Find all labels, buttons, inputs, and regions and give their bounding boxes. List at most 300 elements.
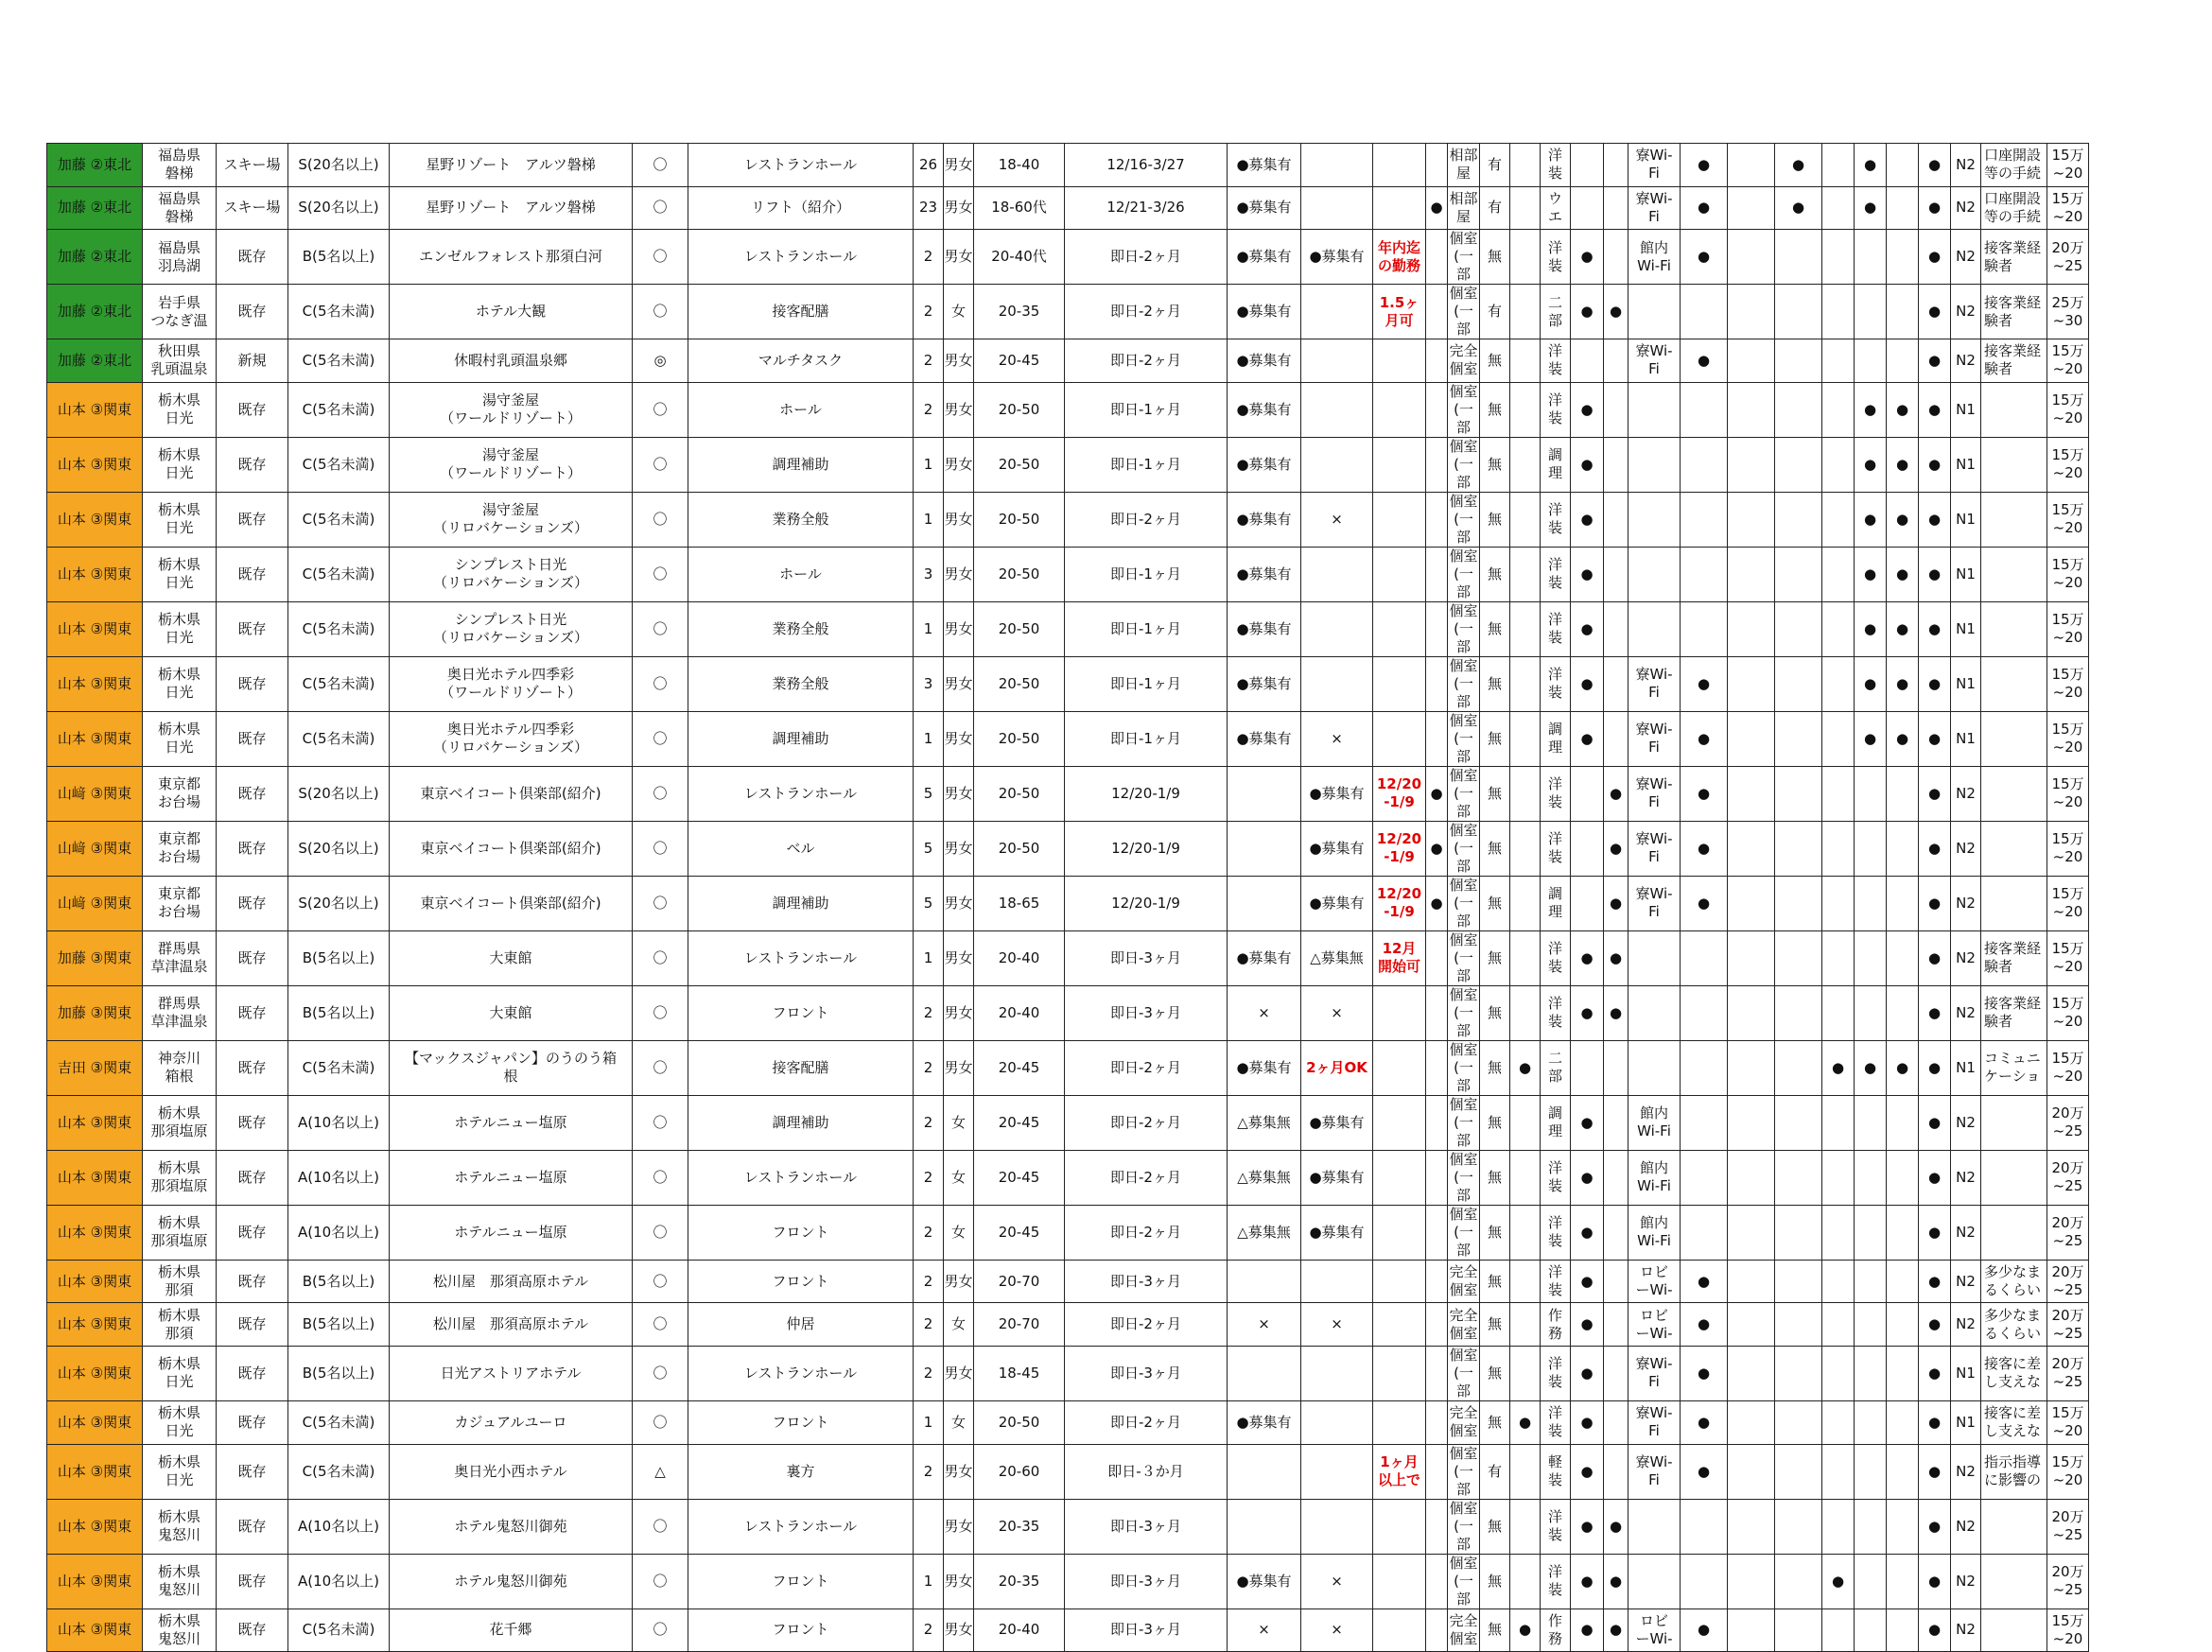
table-cell: 寮Wi- Fi [1629,876,1681,930]
table-cell: 15万 ~20 [2047,1444,2089,1499]
table-cell: 即日-1ヶ月 [1065,711,1228,766]
table-cell [1604,492,1629,547]
table-cell: ● [1681,766,1728,821]
table-cell: 男女 [944,876,974,930]
table-cell: 大東館 [390,985,633,1040]
table-cell: ● [1426,766,1448,821]
table-cell: ● [1681,656,1728,711]
table-row [47,876,2089,930]
table-cell: 栃木県 日光 [143,382,217,437]
table-cell: 山﨑 ③関東 [47,821,143,876]
table-cell [1822,186,1855,230]
table-cell: 東京ベイコート倶楽部(紹介) [390,821,633,876]
table-cell [1426,492,1448,547]
table-cell [1775,1150,1822,1205]
table-cell: 15万 ~20 [2047,492,2089,547]
table-cell: 女 [944,1095,974,1150]
table-cell: ● [1855,547,1887,601]
table-cell: 東京都 お台場 [143,821,217,876]
table-cell: ● [1919,437,1951,492]
table-cell: シンプレスト日光 （リロバケーションズ） [390,547,633,601]
table-cell: ●募集有 [1228,601,1301,656]
table-cell: 既存 [217,1260,288,1303]
table-cell [1728,656,1775,711]
table-row [47,339,2089,383]
table-cell: ホテル鬼怒川御苑 [390,1499,633,1554]
table-cell: 男女 [944,711,974,766]
table-cell: 山本 ③関東 [47,437,143,492]
table-cell: 20-50 [974,492,1065,547]
table-cell: ● [1822,1554,1855,1609]
table-cell: N2 [1951,766,1981,821]
table-cell [1426,1609,1448,1652]
table-cell: 無 [1480,437,1510,492]
table-cell: 個室 (一部 [1449,1150,1478,1204]
table-cell: 山﨑 ③関東 [47,876,143,930]
table-cell: 群馬県 草津温泉 [143,985,217,1040]
table-cell: ● [1571,1260,1604,1303]
table-cell [1775,711,1822,766]
table-cell [1981,1554,2047,1609]
table-cell [1373,1400,1426,1444]
table-cell: 洋 装 [1541,547,1571,601]
table-cell [1775,1609,1822,1652]
table-cell: 洋 装 [1541,766,1571,821]
table-cell: 山本 ③関東 [47,711,143,766]
table-cell: 栃木県 鬼怒川 [143,1609,217,1652]
table-cell: 個室 (一部 [1449,1554,1478,1608]
table-cell: ロビ ーWi- [1629,1260,1681,1303]
table-row [47,1205,2089,1260]
table-cell [1855,230,1887,285]
table-cell: 女 [944,285,974,339]
table-cell: ● [1855,492,1887,547]
table-cell [1855,1260,1887,1303]
table-cell: ● [1571,1303,1604,1347]
table-cell [1681,437,1728,492]
table-cell [1775,766,1822,821]
table-cell: ● [1571,1150,1604,1205]
table-cell: C(5名未満) [288,1400,390,1444]
table-cell: ● [1919,144,1951,187]
table-cell: ホテルニュー塩原 [390,1150,633,1205]
table-cell [1887,1346,1919,1400]
table-cell: 洋 装 [1541,985,1571,1040]
table-cell [1775,1499,1822,1554]
table-cell [1855,1554,1887,1609]
table-row [47,930,2089,985]
table-cell: 即日-3ヶ月 [1065,1499,1228,1554]
table-cell: 既存 [217,1499,288,1554]
table-cell [1728,876,1775,930]
table-cell: × [1301,492,1373,547]
table-cell: ● [1855,601,1887,656]
table-cell [1887,766,1919,821]
table-cell: △募集無 [1228,1095,1301,1150]
table-cell [1981,821,2047,876]
table-cell [1426,144,1448,187]
table-cell [1775,547,1822,601]
table-cell: 調 理 [1541,1095,1571,1150]
table-cell [1301,1400,1373,1444]
table-cell: 1 [914,1400,944,1444]
table-cell: 個室 (一部 [1449,601,1478,655]
table-cell: 15万 ~20 [2047,766,2089,821]
table-cell: フロント [688,1400,914,1444]
table-cell: A(10名以上) [288,1150,390,1205]
table-cell: 栃木県 那須 [143,1260,217,1303]
table-cell [1981,711,2047,766]
table-cell: 仲居 [688,1303,914,1347]
table-row [47,1260,2089,1303]
table-cell: 個室 (一部 [1449,547,1478,600]
table-cell [1681,492,1728,547]
table-cell: 寮Wi- Fi [1629,766,1681,821]
table-cell: 洋 装 [1541,382,1571,437]
table-cell: ● [1681,186,1728,230]
table-cell: 接客に差 し支えな [1981,1346,2047,1400]
table-cell [1855,766,1887,821]
table-cell: ホテル大観 [390,285,633,339]
table-cell: 山本 ③関東 [47,1260,143,1303]
table-cell [1510,930,1541,985]
table-cell [1775,230,1822,285]
table-cell: ●募集有 [1228,1400,1301,1444]
table-cell: ● [1681,711,1728,766]
table-cell: 20-35 [974,1554,1065,1609]
table-cell: 館内 Wi-Fi [1629,1205,1681,1260]
table-cell: S(20名以上) [288,876,390,930]
table-cell: 15万 ~20 [2047,985,2089,1040]
table-cell [1426,711,1448,766]
table-cell: 20-70 [974,1260,1065,1303]
table-cell: 既存 [217,601,288,656]
table-cell: ● [1571,1444,1604,1499]
table-cell: 東京都 お台場 [143,766,217,821]
table-cell [1775,1095,1822,1150]
table-cell [1604,230,1629,285]
table-cell: ● [1604,985,1629,1040]
table-cell [1728,1554,1775,1609]
table-cell: N1 [1951,437,1981,492]
table-cell: 栃木県 日光 [143,492,217,547]
table-cell: 山本 ③関東 [47,382,143,437]
table-cell [1887,230,1919,285]
table-cell: × [1228,1609,1301,1652]
table-cell: 裏方 [688,1444,914,1499]
table-cell: 〇 [633,656,688,711]
table-cell: ● [1919,1260,1951,1303]
table-cell: N1 [1951,1400,1981,1444]
table-cell [1373,339,1426,383]
table-cell: 〇 [633,1095,688,1150]
table-cell: 20-40 [974,985,1065,1040]
table-cell [1728,339,1775,383]
table-cell [1728,382,1775,437]
table-cell: 福島県 磐梯 [143,186,217,230]
table-cell [1629,1040,1681,1095]
table-cell [1510,492,1541,547]
table-cell: フロント [688,1554,914,1609]
table-cell: 男女 [944,821,974,876]
table-cell: ● [1887,382,1919,437]
table-cell: ● [1919,186,1951,230]
table-cell: 既存 [217,1609,288,1652]
table-cell: 既存 [217,1095,288,1150]
table-cell: 栃木県 日光 [143,437,217,492]
table-cell: 〇 [633,382,688,437]
table-cell: 無 [1480,1554,1510,1609]
table-cell [1426,1400,1448,1444]
table-cell [1681,285,1728,339]
table-cell [1604,711,1629,766]
table-cell [1426,1040,1448,1095]
table-cell [1887,821,1919,876]
table-cell [1981,1095,2047,1150]
table-cell: N2 [1951,876,1981,930]
table-cell [1571,1040,1604,1095]
table-cell [1426,285,1448,339]
table-cell: ● [1681,821,1728,876]
table-cell: 20-50 [974,821,1065,876]
table-cell: 既存 [217,230,288,285]
table-cell: 栃木県 鬼怒川 [143,1499,217,1554]
table-cell: A(10名以上) [288,1499,390,1554]
table-cell: 東京ベイコート倶楽部(紹介) [390,766,633,821]
table-cell: N2 [1951,1150,1981,1205]
table-cell: 〇 [633,144,688,187]
table-cell [1775,1303,1822,1347]
table-cell [1728,1040,1775,1095]
table-cell: 20-45 [974,1040,1065,1095]
table-cell: ● [1681,1609,1728,1652]
table-cell: 23 [914,186,944,230]
table-cell [1681,1499,1728,1554]
table-cell: 男女 [944,1260,974,1303]
table-cell: 20万 ~25 [2047,1554,2089,1609]
table-cell [1981,1205,2047,1260]
table-cell: フロント [688,1205,914,1260]
table-cell [1510,1303,1541,1347]
table-cell: 即日-1ヶ月 [1065,437,1228,492]
table-cell: 15万 ~20 [2047,601,2089,656]
table-cell: 栃木県 那須塩原 [143,1150,217,1205]
table-cell [1981,1150,2047,1205]
table-cell: 新規 [217,339,288,383]
table-cell: 寮Wi- Fi [1629,821,1681,876]
table-cell: 無 [1480,1095,1510,1150]
table-cell: ● [1571,285,1604,339]
table-cell [1426,1346,1448,1400]
table-cell: 〇 [633,1346,688,1400]
table-cell: 20-45 [974,1095,1065,1150]
table-cell: ●募集有 [1228,437,1301,492]
table-cell: 2 [914,1040,944,1095]
table-cell [1855,1609,1887,1652]
table-cell [1887,285,1919,339]
table-cell: 男女 [944,601,974,656]
table-cell: ウ エ [1541,186,1571,230]
table-cell: ● [1919,1205,1951,1260]
table-cell [1728,1499,1775,1554]
table-cell: 18-45 [974,1346,1065,1400]
table-cell: 洋 装 [1541,930,1571,985]
table-cell: 20-40 [974,1609,1065,1652]
table-cell: 男女 [944,339,974,383]
table-cell: C(5名未満) [288,547,390,601]
table-cell [1373,985,1426,1040]
table-cell: N2 [1951,186,1981,230]
table-cell: 20-50 [974,656,1065,711]
table-cell: 3 [914,547,944,601]
table-cell: 既存 [217,711,288,766]
table-cell: 大東館 [390,930,633,985]
table-cell: 〇 [633,437,688,492]
table-cell: 男女 [944,930,974,985]
table-cell: ◎ [633,339,688,383]
table-cell: C(5名未満) [288,1444,390,1499]
table-cell [1775,601,1822,656]
table-cell [1728,766,1775,821]
table-row [47,144,2089,187]
table-cell [1629,382,1681,437]
table-cell: 20万 ~25 [2047,1303,2089,1347]
table-cell: ● [1571,1346,1604,1400]
table-cell [1629,437,1681,492]
table-cell: 口座開設 等の手続 [1981,144,2047,187]
table-cell: S(20名以上) [288,186,390,230]
table-cell: 個室 (一部 [1449,766,1478,820]
table-cell: 20-40代 [974,230,1065,285]
table-cell: フロント [688,1609,914,1652]
table-cell [1373,711,1426,766]
table-cell: 福島県 磐梯 [143,144,217,187]
table-cell: 1.5ヶ 月可 [1373,285,1426,339]
table-cell [1426,382,1448,437]
table-cell: 洋 装 [1541,1400,1571,1444]
table-cell [1510,601,1541,656]
table-cell: 加藤 ②東北 [47,339,143,383]
table-cell: 20-50 [974,601,1065,656]
table-cell: ● [1919,821,1951,876]
table-cell: ● [1571,930,1604,985]
table-cell: 女 [944,1150,974,1205]
table-cell [1775,382,1822,437]
table-cell [1822,382,1855,437]
table-cell: 山本 ③関東 [47,492,143,547]
table-cell: ● [1919,230,1951,285]
table-cell [1887,1554,1919,1609]
table-cell [1426,1444,1448,1499]
table-cell: マルチタスク [688,339,914,383]
table-cell: B(5名以上) [288,985,390,1040]
table-cell [1822,766,1855,821]
table-cell: 寮Wi- Fi [1629,711,1681,766]
table-cell [1822,930,1855,985]
table-cell [1887,144,1919,187]
table-cell [1728,1095,1775,1150]
table-cell: ● [1855,711,1887,766]
table-row [47,1554,2089,1609]
table-cell: 山本 ③関東 [47,547,143,601]
table-cell: 無 [1480,1040,1510,1095]
table-cell: 完全 個室 [1448,1260,1480,1303]
table-cell: 既存 [217,876,288,930]
table-cell: S(20名以上) [288,821,390,876]
table-cell: 即日-3ヶ月 [1065,1609,1228,1652]
table-cell [1822,1400,1855,1444]
table-row [47,1040,2089,1095]
table-cell: レストランホール [688,230,914,285]
table-cell: ● [1426,876,1448,930]
table-cell: S(20名以上) [288,766,390,821]
table-cell: ● [1887,1040,1919,1095]
table-cell: 1 [914,711,944,766]
table-cell: 即日-1ヶ月 [1065,382,1228,437]
table-cell [1301,1444,1373,1499]
table-cell [1855,1095,1887,1150]
table-cell: 既存 [217,1400,288,1444]
table-cell [1775,1554,1822,1609]
table-cell: 〇 [633,711,688,766]
table-cell [1822,1260,1855,1303]
table-cell [1887,1303,1919,1347]
table-cell [1822,601,1855,656]
table-cell: 個室 (一部 [1449,876,1478,930]
table-cell: 個室 (一部 [1449,1499,1478,1553]
table-cell: ● [1604,930,1629,985]
table-cell: △募集無 [1228,1150,1301,1205]
table-cell [1426,1205,1448,1260]
table-cell: レストランホール [688,144,914,187]
table-cell: 18-65 [974,876,1065,930]
table-cell: 5 [914,821,944,876]
table-cell: N1 [1951,492,1981,547]
table-cell: 個室 (一部 [1449,930,1478,984]
table-cell [1887,1444,1919,1499]
table-cell: 栃木県 日光 [143,1444,217,1499]
table-cell: ●募集有 [1228,656,1301,711]
table-cell: 個室 (一部 [1449,1346,1478,1400]
table-cell: 個室 (一部 [1449,382,1478,436]
table-cell [1301,186,1373,230]
table-cell [1629,547,1681,601]
table-cell: 1 [914,492,944,547]
table-cell [1426,930,1448,985]
table-cell: ● [1855,437,1887,492]
table-cell [1510,1346,1541,1400]
table-cell: ● [1855,186,1887,230]
table-cell [1604,339,1629,383]
table-cell: 既存 [217,437,288,492]
table-cell: ● [1919,1040,1951,1095]
table-cell: 15万 ~20 [2047,876,2089,930]
table-cell: 個室 (一部 [1449,230,1478,284]
table-cell: 15万 ~20 [2047,1040,2089,1095]
table-cell [1775,1260,1822,1303]
table-cell: 既存 [217,656,288,711]
table-cell [1887,930,1919,985]
table-cell: 15万 ~20 [2047,930,2089,985]
table-cell [1887,186,1919,230]
table-cell: 東京ベイコート倶楽部(紹介) [390,876,633,930]
table-cell: N1 [1951,656,1981,711]
table-cell: 栃木県 那須 [143,1303,217,1347]
table-cell: 20-50 [974,1400,1065,1444]
table-cell: 〇 [633,547,688,601]
table-cell: 即日-3ヶ月 [1065,1554,1228,1609]
table-cell: 〇 [633,985,688,1040]
